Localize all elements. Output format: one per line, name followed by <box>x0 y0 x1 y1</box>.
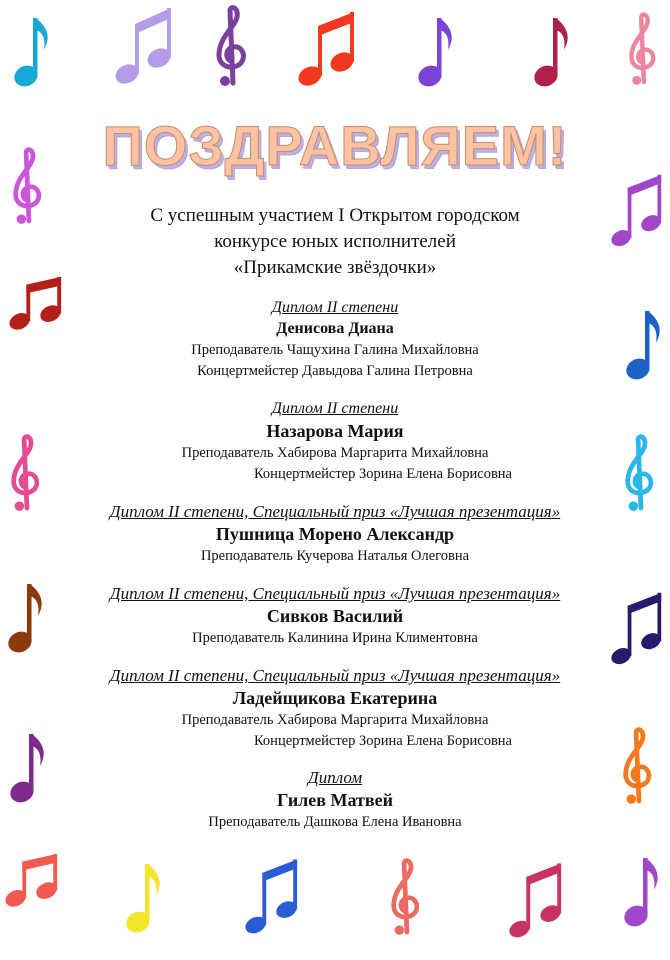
participant-name: Сивков Василий <box>266 606 404 626</box>
award-title: Диплом II степени <box>271 400 399 417</box>
teacher-line: Преподаватель Дашкова Елена Ивановна <box>208 814 462 830</box>
beamed-notes-icon <box>508 862 564 942</box>
award-entry <box>0 502 670 567</box>
award-title: Диплом II степени, Специальный приз «Лучшая презентация» <box>109 584 561 603</box>
intro-text <box>0 203 670 281</box>
award-title: Диплом II степени, Специальный приз «Лучшая презентация» <box>109 666 561 685</box>
award-entry <box>0 666 670 752</box>
eighth-note-icon <box>534 12 570 92</box>
participant-name: Гилев Матвей <box>277 790 393 810</box>
treble-clef-icon <box>626 8 660 90</box>
participant-name: Назарова Мария <box>266 421 404 441</box>
beamed-notes-icon <box>244 858 300 938</box>
award-entry <box>0 584 670 649</box>
teacher-line: Преподаватель Калинина Ирина Климентовна <box>192 630 478 646</box>
treble-clef-icon <box>388 856 424 938</box>
accompanist-line: Концертмейстер Зорина Елена Борисовна <box>253 733 512 749</box>
teacher-line: Преподаватель Чащухина Галина Михайловна <box>191 342 479 358</box>
eighth-note-icon <box>126 858 162 938</box>
treble-clef-icon <box>213 5 251 87</box>
participant-name: Денисова Диана <box>276 320 394 337</box>
accompanist-line: Концертмейстер Зорина Елена Борисовна <box>253 466 512 482</box>
accompanist-line: Концертмейстер Давыдова Галина Петровна <box>197 363 473 379</box>
intro-line: конкурсе юных исполнителей <box>214 231 456 252</box>
participant-name: Ладейщикова Екатерина <box>232 688 438 708</box>
beamed-notes-icon <box>298 10 356 88</box>
page-title: ПОЗДРАВЛЯЕМ! <box>102 114 568 177</box>
teacher-line: Преподаватель Хабирова Маргарита Михайловна <box>181 712 489 728</box>
teacher-line: Преподаватель Кучерова Наталья Олеговна <box>200 548 470 564</box>
award-entry <box>0 399 670 485</box>
teacher-line: Преподаватель Хабирова Маргарита Михайловна <box>181 445 489 461</box>
beamed-notes-icon <box>4 852 60 908</box>
participant-name: Пушница Морено Александр <box>215 524 455 544</box>
award-title: Диплом II степени, Специальный приз «Лучшая презентация» <box>109 502 561 521</box>
beamed-notes-icon <box>115 8 173 86</box>
intro-line: С успешным участием I Открытом городском <box>150 205 520 226</box>
award-entry <box>0 298 670 382</box>
eighth-note-icon <box>624 852 660 932</box>
intro-line: «Прикамские звёздочки» <box>233 257 437 278</box>
award-title: Диплом II степени <box>271 299 399 316</box>
award-entry <box>0 768 670 833</box>
award-title: Диплом <box>307 768 363 787</box>
eighth-note-icon <box>14 12 50 92</box>
eighth-note-icon <box>418 12 454 92</box>
